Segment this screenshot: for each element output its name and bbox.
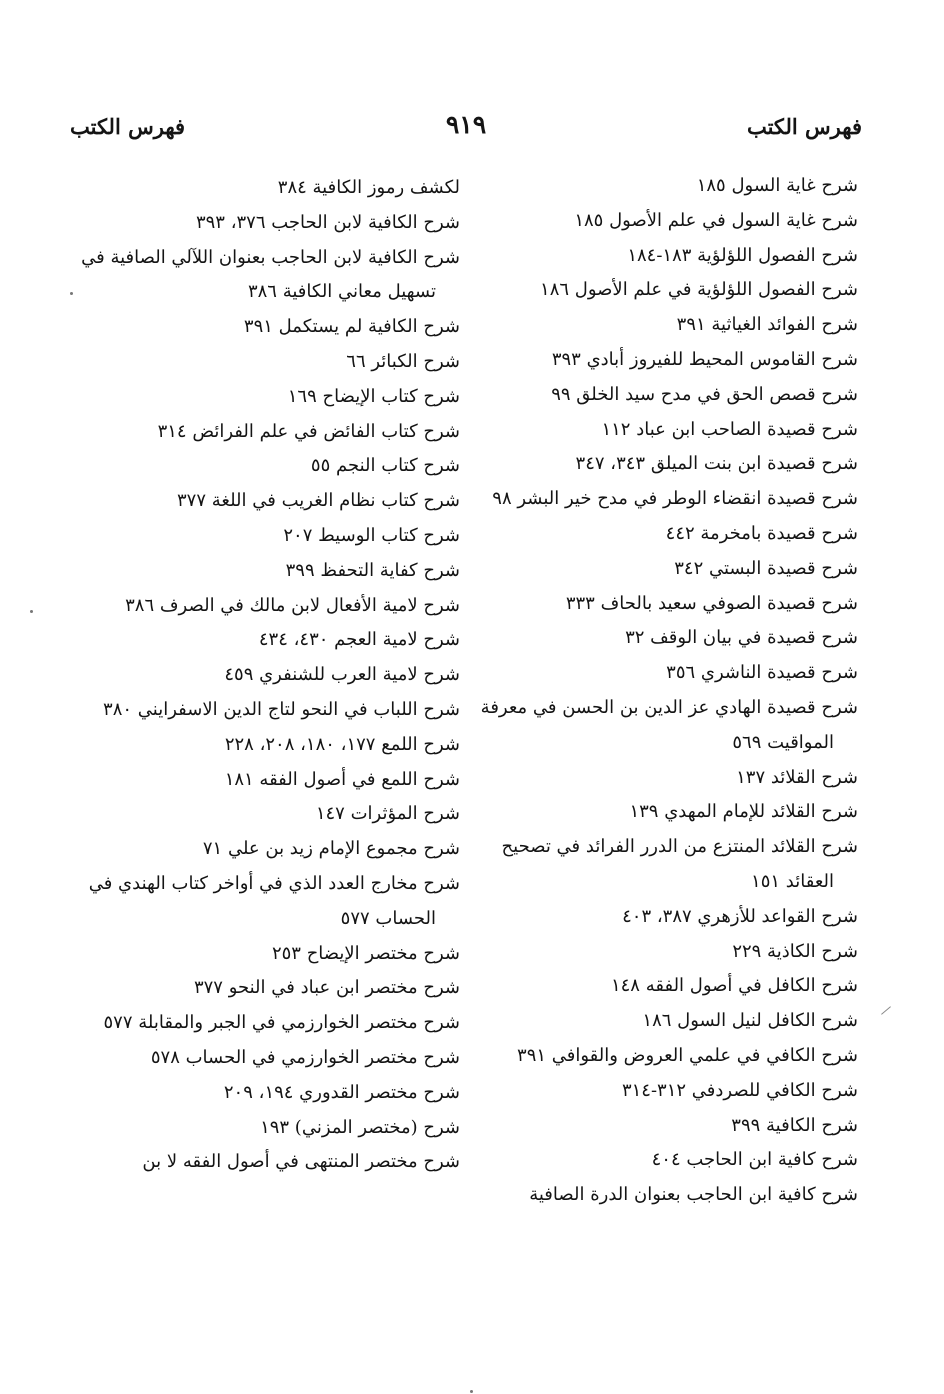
index-entry: شرح قصيدة انقضاء الوطر في مدح خير البشر ٩٨ <box>492 488 858 510</box>
index-entry: شرح المؤثرات ١٤٧ <box>315 803 460 825</box>
index-entry: شرح الكافية لابن الحاجب ٣٧٦، ٣٩٣ <box>195 211 460 233</box>
index-entry: شرح الكافل لنيل السول ١٨٦ <box>642 1010 858 1032</box>
index-entry: شرح قصيدة ابن بنت الميلق ٣٤٣، ٣٤٧ <box>575 453 858 475</box>
index-entry: شرح الفصول اللؤلؤية في علم الأصول ١٨٦ <box>540 279 858 301</box>
index-entry: شرح مختصر المنتهى في أصول الفقه لا بن <box>142 1151 460 1173</box>
index-entry: شرح قصيدة الصوفي سعيد بالحاف ٣٣٣ <box>565 592 858 614</box>
index-entry: شرح الكاذية ٢٢٩ <box>732 940 858 962</box>
index-entry: شرح قصيدة في بيان الوقف ٣٢ <box>625 627 858 649</box>
margin-dot <box>30 610 33 613</box>
margin-dot <box>70 292 73 295</box>
index-entry: شرح غاية السول في علم الأصول ١٨٥ <box>574 209 858 231</box>
index-entry: شرح لامية العجم ٤٣٠، ٤٣٤ <box>258 629 460 651</box>
index-entry: شرح اللباب في النحو لتاج الدين الاسفرايني ٣٨٠ <box>103 698 460 720</box>
index-entry: شرح القواعد للأزهري ٣٨٧، ٤٠٣ <box>622 905 858 927</box>
index-entry: شرح مختصر الخوارزمي في الجبر والمقابلة ٥٧٧ <box>103 1012 460 1034</box>
index-entry: شرح الكبائر ٦٦ <box>346 350 460 372</box>
index-entry: شرح مختصر القدوري ١٩٤، ٢٠٩ <box>223 1081 460 1103</box>
index-entry: شرح الكافل في أصول الفقه ١٤٨ <box>610 975 858 997</box>
index-entry: شرح مخارج العدد الذي في أواخر كتاب الهندي في الحساب ٥٧٧ <box>88 872 460 929</box>
index-entry: شرح كتاب الوسيط ٢٠٧ <box>283 524 460 546</box>
index-entry: شرح اللمع ١٧٧، ١٨٠، ٢٠٨، ٢٢٨ <box>224 733 460 755</box>
index-entry: شرح كتاب النجم ٥٥ <box>310 455 460 477</box>
index-entry: شرح قصيدة الصاحب ابن عباد ١١٢ <box>601 418 858 440</box>
index-entry: شرح مختصر الإيضاح ٢٥٣ <box>271 942 460 964</box>
index-entry: شرح الفوائد الغياثية ٣٩١ <box>676 314 858 336</box>
index-entry: شرح الفصول اللؤلؤية ١٨٣-١٨٤ <box>627 244 858 266</box>
page-number: ٩١٩ <box>445 110 487 139</box>
index-entry: شرح كفاية التحفظ ٣٩٩ <box>285 559 460 581</box>
index-entry: شرح القلائد ١٣٧ <box>736 766 858 788</box>
index-entry: شرح مختصر الخوارزمي في الحساب ٥٧٨ <box>150 1046 460 1068</box>
page-header <box>70 108 862 148</box>
index-entry: شرح الكافية ٣٩٩ <box>731 1114 858 1136</box>
index-entry: شرح الكافي للصردفي ٣١٢-٣١٤ <box>621 1079 858 1101</box>
index-entry: شرح غاية السول ١٨٥ <box>696 175 858 196</box>
stray-pen-mark <box>881 1006 891 1014</box>
index-entry: شرح القلائد للإمام المهدي ١٣٩ <box>629 801 858 823</box>
index-column-left <box>80 171 460 1180</box>
index-entry: شرح قصيدة الهادي عز الدين بن الحسن في معرفة المواقيت ٥٦٩ <box>480 696 858 753</box>
margin-dot <box>470 1390 473 1393</box>
index-entry: شرح الكافية لم يستكمل ٣٩١ <box>243 316 460 338</box>
index-entry: شرح اللمع في أصول الفقه ١٨١ <box>224 768 460 790</box>
index-entry: شرح قصيدة بامخرمة ٤٤٢ <box>665 522 858 544</box>
index-column-right <box>478 169 858 1213</box>
index-entry: شرح قصيدة البستي ٣٤٢ <box>674 557 858 579</box>
index-entry: شرح قصيدة الناشري ٣٥٦ <box>666 662 858 684</box>
index-entry: شرح القلائد المنتزع من الدرر الفرائد في تصحيح العقائد ١٥١ <box>501 836 858 892</box>
index-entry: شرح كتاب الفائض في علم الفرائض ٣١٤ <box>157 420 460 442</box>
index-entry: شرح كافية ابن الحاجب بعنوان الدرة الصافية <box>529 1184 858 1206</box>
index-entry: شرح الكافية لابن الحاجب بعنوان اللآلي الصافية في تسهيل معاني الكافية ٣٨٦ <box>81 246 460 303</box>
index-entry: شرح لامية الأفعال لابن مالك في الصرف ٣٨٦ <box>125 594 460 616</box>
index-entry: شرح مجموع الإمام زيد بن علي ٧١ <box>202 838 460 860</box>
index-entry: شرح كتاب نظام الغريب في اللغة ٣٧٧ <box>177 490 460 512</box>
running-head-right: فهرس الكتب <box>746 114 862 139</box>
index-entry: شرح الكافي في علمي العروض والقوافي ٣٩١ <box>517 1044 858 1066</box>
index-entry: شرح (مختصر المزني) ١٩٣ <box>260 1116 460 1138</box>
index-entry: شرح قصص الحق في مدح سيد الخلق ٩٩ <box>551 383 858 405</box>
index-entry: شرح كتاب الإيضاح ١٦٩ <box>287 385 460 407</box>
index-entry: شرح كافية ابن الحاجب ٤٠٤ <box>651 1149 858 1171</box>
index-entry: لكشف رموز الكافية ٣٨٤ <box>277 177 460 198</box>
index-entry: شرح القاموس المحيط للفيروز أبادي ٣٩٣ <box>551 348 858 370</box>
index-entry: شرح لامية العرب للشنفري ٤٥٩ <box>224 664 460 686</box>
index-entry: شرح مختصر ابن عباد في النحو ٣٧٧ <box>193 977 460 999</box>
running-head-left: فهرس الكتب <box>70 114 186 139</box>
